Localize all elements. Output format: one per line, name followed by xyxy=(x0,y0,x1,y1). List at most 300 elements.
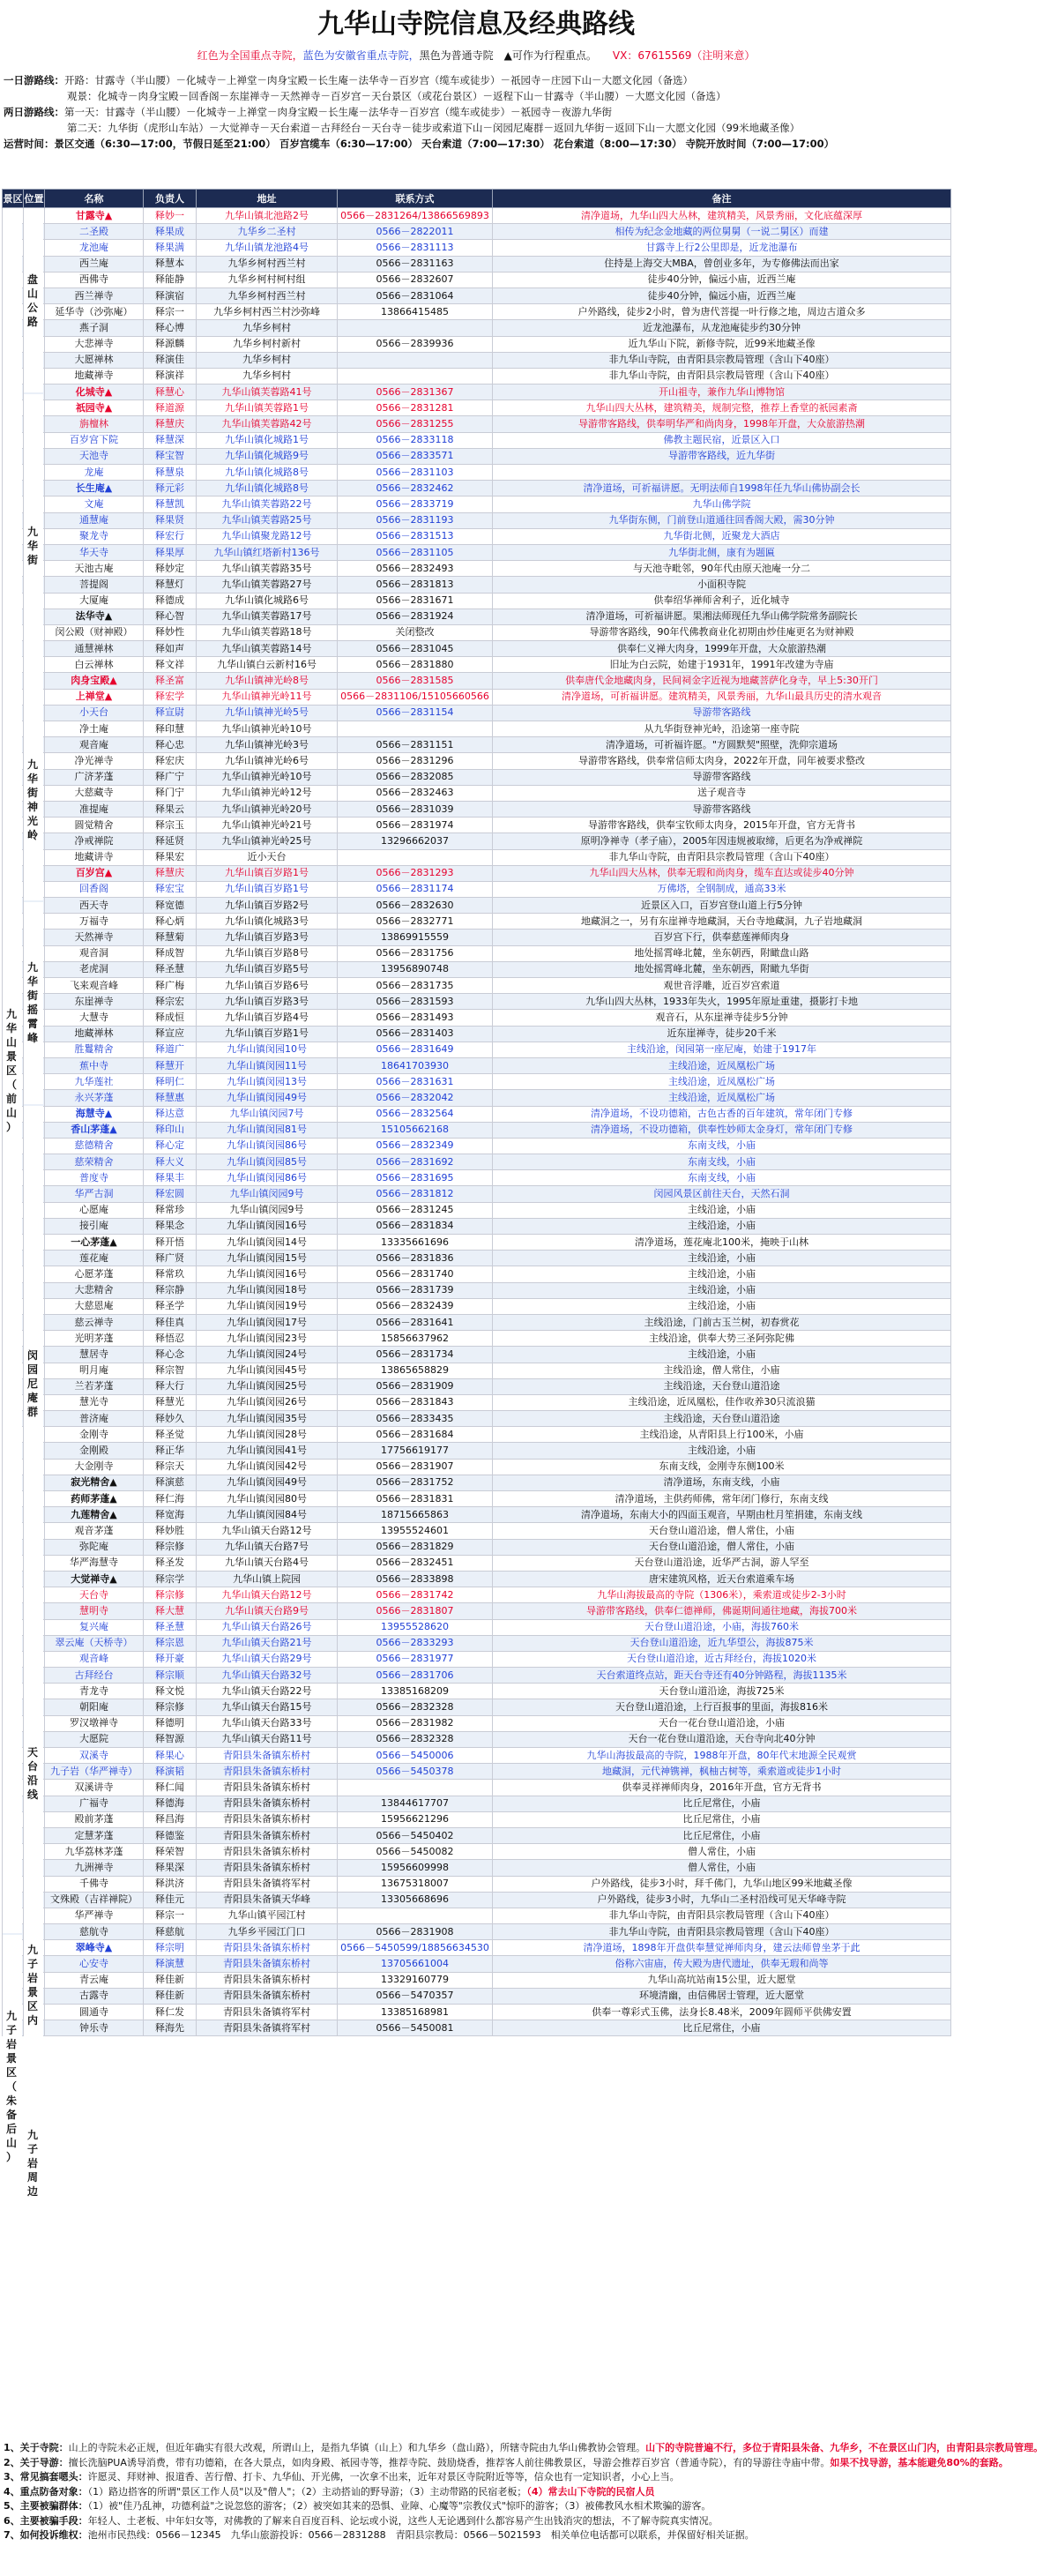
temple-note: 近东崖禅寺，徒步20千米 xyxy=(493,1026,951,1042)
note-text: （1）路边搭客的所谓"景区工作人员"以及"僧人"；（2）主动搭讪的野导游；（3）主动带路的民宿老板； xyxy=(87,2485,527,2498)
table-row xyxy=(3,1860,951,1876)
route-line: 一日游路线：开路：甘露寺（半山腰）－化城寺－上禅堂－肉身宝殿－长生庵－法华寺－百岁宫（缆车或徒步）－祇园寺－庄园下山－大愿文化园（备选） xyxy=(4,74,693,86)
temple-phone: 13956890748 xyxy=(338,961,493,977)
temple-address: 九华山镇闵园11号 xyxy=(197,1057,338,1073)
temple-name: 华严海慧寺 xyxy=(45,1555,144,1571)
temple-phone: 0566－2831367 xyxy=(338,385,493,400)
temple-name: 小天台 xyxy=(45,705,144,721)
temple-address: 九华山镇百岁路1号 xyxy=(197,881,338,897)
temple-table xyxy=(2,189,951,2036)
temple-name: 古拜经台 xyxy=(45,1668,144,1684)
temple-name: 旃檀林 xyxy=(45,416,144,432)
temple-note: 与天池寺毗邻，90年代由原天池庵一分二 xyxy=(493,561,951,577)
temple-name: 青龙寺 xyxy=(45,1684,144,1699)
temple-name: 菩提阁 xyxy=(45,577,144,593)
temple-head: 释荣智 xyxy=(144,1844,197,1860)
temple-address: 九华山镇天台路7号 xyxy=(197,1539,338,1555)
temple-note: 地处摇霄峰北麓，坐东朝西，附瞰盘山路 xyxy=(493,945,951,961)
temple-note: 东南支线，小庙 xyxy=(493,1154,951,1170)
color-legend xyxy=(0,48,952,63)
temple-address: 九华山镇神光岭10号 xyxy=(197,721,338,737)
temple-head: 释演宿 xyxy=(144,287,197,303)
table-row xyxy=(3,1443,951,1459)
table-row xyxy=(3,1988,951,2004)
temple-name: 永兴茅蓬 xyxy=(45,1090,144,1106)
temple-phone: 0566－2833435 xyxy=(338,1411,493,1427)
temple-phone: 0566－2831836 xyxy=(338,1251,493,1266)
temple-address: 九华山镇平园江村 xyxy=(197,1908,338,1923)
table-row xyxy=(3,609,951,624)
temple-phone: 15105662168 xyxy=(338,1122,493,1138)
temple-phone: 0566－2831154 xyxy=(338,705,493,721)
temple-phone: 0566－2831977 xyxy=(338,1651,493,1667)
temple-note: 主线沿途，小庙 xyxy=(493,1282,951,1298)
temple-head: 释慈航 xyxy=(144,1924,197,1940)
temple-address: 九华山镇芙蓉路42号 xyxy=(197,416,338,432)
legend-blue: 蓝色为安徽省重点寺院， xyxy=(302,49,420,62)
table-row xyxy=(3,304,951,320)
temple-address: 九华山镇百岁路2号 xyxy=(197,898,338,914)
temple-head: 释开悟 xyxy=(144,1235,197,1251)
table-row xyxy=(3,320,951,336)
location-label: 天 台 沿 线 xyxy=(26,1746,38,1801)
temple-name: 万福寺 xyxy=(45,914,144,930)
temple-address: 九华山镇神光岭3号 xyxy=(197,737,338,753)
temple-note: 僧人常住，小庙 xyxy=(493,1860,951,1876)
col-name: 名称 xyxy=(45,190,144,208)
table-row xyxy=(3,1876,951,1892)
temple-address: 九华山镇百岁路3号 xyxy=(197,930,338,945)
temple-phone: 13955524601 xyxy=(338,1523,493,1539)
temple-address: 九华山镇芙蓉路18号 xyxy=(197,624,338,640)
temple-head: 释心念 xyxy=(144,1347,197,1363)
temple-head: 释演韬 xyxy=(144,1764,197,1780)
temple-name: 钟乐寺 xyxy=(45,2020,144,2036)
temple-address: 九华山镇化城路1号 xyxy=(197,432,338,448)
col-head: 负责人 xyxy=(144,190,197,208)
temple-head: 释宗修 xyxy=(144,1587,197,1603)
table-row xyxy=(3,336,951,352)
table-row xyxy=(3,481,951,497)
table-row xyxy=(3,1892,951,1908)
temple-phone: 0566－2832439 xyxy=(338,1298,493,1314)
location-label: 九 子 岩 景 区 内 xyxy=(26,1944,38,2027)
table-row xyxy=(3,1331,951,1347)
temple-name: 大金刚寺 xyxy=(45,1459,144,1475)
temple-note: 东南支线，金刚寺东侧100米 xyxy=(493,1459,951,1475)
temple-name: 朝阳庵 xyxy=(45,1699,144,1715)
location-label: 九 子 岩 周 边 xyxy=(26,2128,38,2198)
temple-address: 九华山镇闵园14号 xyxy=(197,1235,338,1251)
temple-name: 慈航寺 xyxy=(45,1924,144,1940)
temple-name: 接引庵 xyxy=(45,1218,144,1234)
temple-phone: 0566－2831834 xyxy=(338,1218,493,1234)
temple-address: 青阳县朱备镇将军村 xyxy=(197,2005,338,2020)
temple-note: 主线沿途，小庙 xyxy=(493,1298,951,1314)
table-row xyxy=(3,849,951,865)
temple-address: 九华山镇龙池路4号 xyxy=(197,240,338,256)
temple-note: 近景区入口，百岁宫登山道上行5分钟 xyxy=(493,898,951,914)
temple-name: 金刚寺 xyxy=(45,1427,144,1443)
table-row xyxy=(3,385,951,400)
table-row xyxy=(3,1282,951,1298)
temple-head: 释大慧 xyxy=(144,1603,197,1619)
temple-note: 户外路线，徒步3小时，九华山二圣村沿线可见天华峰寺院 xyxy=(493,1892,951,1908)
temple-phone xyxy=(338,368,493,384)
temple-head: 释果成 xyxy=(144,224,197,240)
table-row xyxy=(3,368,951,384)
temple-address: 九华山镇天台路32号 xyxy=(197,1668,338,1684)
temple-name: 圆觉精舍 xyxy=(45,818,144,833)
temple-name: 大慧寺 xyxy=(45,1010,144,1026)
temple-head: 释文祥 xyxy=(144,657,197,673)
temple-name: 大厦庵 xyxy=(45,593,144,609)
table-row xyxy=(3,1507,951,1523)
temple-address: 青阳县朱备镇东桥村 xyxy=(197,1972,338,1988)
table-row xyxy=(3,1699,951,1715)
temple-note: 清净道场，可祈福许愿。"方圆默契"照壁，洗仰宗道场 xyxy=(493,737,951,753)
temple-head: 释宗天 xyxy=(144,1459,197,1475)
table-row xyxy=(3,1811,951,1827)
temple-note: 俗称六宙庙，传大殿为唐代遗址，供奉无瑕和尚等 xyxy=(493,1956,951,1972)
table-row xyxy=(3,914,951,930)
temple-phone xyxy=(338,1780,493,1796)
table-row xyxy=(3,416,951,432)
temple-address: 九华山镇化城路9号 xyxy=(197,448,338,464)
temple-head: 释如声 xyxy=(144,641,197,657)
temple-address: 九华山镇闵园25号 xyxy=(197,1378,338,1394)
temple-phone: 0566－2831692 xyxy=(338,1154,493,1170)
temple-note: 天台一花台登山道沿途，天台寺向北40分钟 xyxy=(493,1731,951,1747)
temple-note: 供奉绍华禅师舍利子，近化城寺 xyxy=(493,593,951,609)
temple-phone: 0566－2831151 xyxy=(338,737,493,753)
temple-name: 观音茅蓬 xyxy=(45,1523,144,1539)
temple-phone: 15856637962 xyxy=(338,1331,493,1347)
table-row xyxy=(3,1956,951,1972)
temple-note: 主线沿途，僧人常住，小庙 xyxy=(493,1363,951,1378)
temple-head: 释宗明 xyxy=(144,1940,197,1956)
temple-note: 佛教主题民宿，近景区入口 xyxy=(493,432,951,448)
temple-name: 罗汉墩禅寺 xyxy=(45,1715,144,1731)
temple-note: 导游带客路线，供奉常信师太肉身，2022年开盘，同年被要求整改 xyxy=(493,753,951,769)
temple-name: 老虎洞 xyxy=(45,961,144,977)
temple-address: 九华山镇闵园15号 xyxy=(197,1251,338,1266)
temple-address: 九华山镇聚龙路12号 xyxy=(197,528,338,544)
temple-head: 释宏宝 xyxy=(144,881,197,897)
temple-note: 九华山高坑站南15公里，近大愿堂 xyxy=(493,1972,951,1988)
temple-phone: 13305668696 xyxy=(338,1892,493,1908)
temple-note: 九华街北侧，近聚龙大酒店 xyxy=(493,528,951,544)
table-row xyxy=(3,1491,951,1507)
table-row xyxy=(3,2020,951,2036)
temple-phone xyxy=(338,352,493,368)
temple-note: 九华山四大丛林，建筑精美，规制完整，推荐上香堂的祇园素斋 xyxy=(493,400,951,416)
temple-name: 净土庵 xyxy=(45,721,144,737)
table-row xyxy=(3,753,951,769)
temple-address: 九华山镇芙蓉路41号 xyxy=(197,385,338,400)
temple-phone: 0566－2822011 xyxy=(338,224,493,240)
temple-head: 释文悦 xyxy=(144,1684,197,1699)
temple-phone: 0566－2831752 xyxy=(338,1475,493,1490)
temple-address: 九华山镇化城路8号 xyxy=(197,481,338,497)
temple-head: 释圣富 xyxy=(144,673,197,689)
temple-phone: 0566－2831807 xyxy=(338,1603,493,1619)
table-row xyxy=(3,432,951,448)
temple-note: 主线沿途，天台登山道沿途 xyxy=(493,1411,951,1427)
temple-phone: 13844617707 xyxy=(338,1796,493,1811)
table-row xyxy=(3,512,951,528)
temple-name: 大悲精舍 xyxy=(45,1282,144,1298)
temple-note: 百岁宫下行，供奉慈莲禅师肉身 xyxy=(493,930,951,945)
table-row xyxy=(3,1363,951,1378)
temple-phone: 0566－5470357 xyxy=(338,1988,493,2004)
temple-head: 释佳真 xyxy=(144,1314,197,1330)
temple-name: 大愿禅林 xyxy=(45,352,144,368)
table-row xyxy=(3,1074,951,1090)
temple-phone: 0566－2831982 xyxy=(338,1715,493,1731)
temple-note: 原明净禅寺（孝子庙），2005年因违规被取缔，后更名为净戒禅院 xyxy=(493,833,951,849)
temple-head: 释宗学 xyxy=(144,1571,197,1587)
note-text: 池州市民热线：0566－12345 九华山旅游投诉：0566－2831288 青阳县宗教局：0566－5021593 相关单位电话都可以联系，并保留好相关证据。 xyxy=(87,2529,755,2541)
temple-name: 龙池庵 xyxy=(45,240,144,256)
temple-head: 释宗玉 xyxy=(144,818,197,833)
temple-name: 西兰庵 xyxy=(45,256,144,272)
table-row xyxy=(3,1138,951,1154)
temple-head: 释妙定 xyxy=(144,561,197,577)
table-row xyxy=(3,1026,951,1042)
temple-head: 释宏庆 xyxy=(144,753,197,769)
temple-name: 翠峰寺▲ xyxy=(45,1940,144,1956)
temple-name: 大慈藏寺 xyxy=(45,785,144,801)
temple-phone: 0566－2831740 xyxy=(338,1266,493,1282)
temple-head: 释果贤 xyxy=(144,512,197,528)
temple-phone: 18715665863 xyxy=(338,1507,493,1523)
temple-phone: 0566－2831113 xyxy=(338,240,493,256)
temple-phone: 0566－2831245 xyxy=(338,1202,493,1218)
temple-name: 复兴庵 xyxy=(45,1619,144,1635)
temple-name: 文庵 xyxy=(45,497,144,512)
table-row xyxy=(3,898,951,914)
temple-head: 释慧本 xyxy=(144,256,197,272)
table-row xyxy=(3,1715,951,1731)
temple-phone: 0566－2833571 xyxy=(338,448,493,464)
temple-phone: 18641703930 xyxy=(338,1057,493,1073)
temple-note: 供奉一尊彩式玉佛，法身长8.48米，2009年圆师平供佛安置 xyxy=(493,2005,951,2020)
temple-phone: 13955528620 xyxy=(338,1619,493,1635)
temple-name: 燕子洞 xyxy=(45,320,144,336)
footnotes xyxy=(4,2441,1043,2543)
table-row xyxy=(3,1668,951,1684)
col-phone: 联系方式 xyxy=(338,190,493,208)
temple-phone: 0566－2833719 xyxy=(338,497,493,512)
temple-note: 东南支线，小庙 xyxy=(493,1170,951,1186)
temple-note: 清净道场，莲花庵北100米，掩映于山林 xyxy=(493,1235,951,1251)
temple-note: 导游带客路线，90年代佛教商业化初期由炒佳庵更名为财神殿 xyxy=(493,624,951,640)
region-label: 九 华 山 景 区 （ 前 山 ） xyxy=(5,1008,17,1134)
temple-head: 释果云 xyxy=(144,801,197,817)
temple-note: 导游带客路线，近九华街 xyxy=(493,448,951,464)
temple-address: 九华山镇闵园42号 xyxy=(197,1459,338,1475)
temple-head: 释洪济 xyxy=(144,1876,197,1892)
temple-name: 地藏禅寺 xyxy=(45,368,144,384)
temple-head: 释心博 xyxy=(144,320,197,336)
table-row xyxy=(3,1603,951,1619)
temple-name: 天池寺 xyxy=(45,448,144,464)
temple-note: 观音石，从东崖禅寺徒步5分钟 xyxy=(493,1010,951,1026)
temple-note: 旧址为白云院，始建于1931年，1991年改建为寺庙 xyxy=(493,657,951,673)
temple-address: 青阳县朱备镇将军村 xyxy=(197,2020,338,2036)
table-row xyxy=(3,1266,951,1282)
temple-phone: 0566－2831293 xyxy=(338,865,493,881)
temple-name: 甘露寺▲ xyxy=(45,208,144,224)
temple-phone: 0566－2831684 xyxy=(338,1427,493,1443)
temple-name: 闵公殿（财神殿） xyxy=(45,624,144,640)
temple-name: 观音洞 xyxy=(45,945,144,961)
temple-phone: 0566－2831974 xyxy=(338,818,493,833)
temple-phone: 0566－2831641 xyxy=(338,1314,493,1330)
temple-name: 光明茅蓬 xyxy=(45,1331,144,1347)
temple-phone: 0566－2831045 xyxy=(338,641,493,657)
temple-address: 九华山镇闵园28号 xyxy=(197,1427,338,1443)
temple-head: 释慧泉 xyxy=(144,465,197,481)
temple-phone xyxy=(338,1908,493,1923)
temple-address: 九华山镇芙蓉路25号 xyxy=(197,512,338,528)
temple-note: 天台登山道沿途，僧人常住，小庙 xyxy=(493,1523,951,1539)
temple-name: 地藏禅林 xyxy=(45,1026,144,1042)
temple-address: 九华乡二圣村 xyxy=(197,224,338,240)
temple-note: 清净道场，不设功德箱，供奉性妙师太金身灯，常年闭门专修 xyxy=(493,1122,951,1138)
temple-head: 释慧开 xyxy=(144,1057,197,1073)
temple-head: 释仁闻 xyxy=(144,1780,197,1796)
temple-note: 清净道场，东南支线，小庙 xyxy=(493,1475,951,1490)
temple-head: 释海先 xyxy=(144,2020,197,2036)
temple-note: 天台登山道沿途，僧人常住，小庙 xyxy=(493,1539,951,1555)
table-row xyxy=(3,577,951,593)
temple-note: 九华山四大丛林，1933年失火，1995年原址重建，摄影打卡地 xyxy=(493,994,951,1010)
temple-address: 九华山镇闵园86号 xyxy=(197,1170,338,1186)
temple-phone: 0566－5450599/18856634530 xyxy=(338,1940,493,1956)
temple-head: 释成恒 xyxy=(144,1010,197,1026)
location-label: 九 华 街 xyxy=(26,526,38,566)
table-row xyxy=(3,624,951,640)
temple-head: 释宏圆 xyxy=(144,1186,197,1202)
temple-head: 释宏学 xyxy=(144,689,197,705)
temple-head: 释大行 xyxy=(144,1378,197,1394)
temple-head: 释大义 xyxy=(144,1154,197,1170)
temple-phone: 0566－2831631 xyxy=(338,1074,493,1090)
temple-name: 华天寺 xyxy=(45,544,144,560)
table-row xyxy=(3,240,951,256)
temple-address: 九华山镇闵园49号 xyxy=(197,1090,338,1106)
page-title: 九华山寺院信息及经典路线 xyxy=(317,9,635,40)
temple-note: 主线沿途，从青阳县上行100米，小庙 xyxy=(493,1427,951,1443)
temple-name: 肉身宝殿▲ xyxy=(45,673,144,689)
col-region: 景区 xyxy=(3,190,24,208)
temple-note: 天台登山道沿途，近华严古洞，游人罕至 xyxy=(493,1555,951,1571)
temple-phone: 0566－2831813 xyxy=(338,577,493,593)
temple-address: 九华山镇闵园86号 xyxy=(197,1138,338,1154)
temple-name: 慈德精舍 xyxy=(45,1138,144,1154)
temple-note: 小面积寺院 xyxy=(493,577,951,593)
temple-name: 华严古洞 xyxy=(45,1186,144,1202)
temple-head: 释圣发 xyxy=(144,1555,197,1571)
temple-name: 观音峰 xyxy=(45,1651,144,1667)
table-row xyxy=(3,721,951,737)
temple-phone: 0566－2831255 xyxy=(338,416,493,432)
temple-phone: 0566－2831812 xyxy=(338,1186,493,1202)
temple-note: 相传为纪念金地藏的两位舅舅（一说二舅区）而建 xyxy=(493,224,951,240)
temple-address: 九华山镇神光岭21号 xyxy=(197,818,338,833)
temple-head: 释常玖 xyxy=(144,1266,197,1282)
note-text: （1）被"佳乃乱神，功德利益"之说忽悠的游客；（2）被突如其来的恐惧、业障、心魔等"宗教仪式"惊吓的游客；（3）被佛教风水相术欺骗的游客。 xyxy=(87,2500,711,2512)
temple-name: 东崖禅寺 xyxy=(45,994,144,1010)
table-row xyxy=(3,1122,951,1138)
temple-address: 九华山镇闵园41号 xyxy=(197,1443,338,1459)
temple-address: 九华山镇闵园84号 xyxy=(197,1507,338,1523)
temple-head: 释佳新 xyxy=(144,1972,197,1988)
temple-head: 释德成 xyxy=(144,593,197,609)
temple-phone: 13675318007 xyxy=(338,1876,493,1892)
table-row xyxy=(3,400,951,416)
table-row xyxy=(3,1186,951,1202)
temple-name: 心愿茅蓬 xyxy=(45,1266,144,1282)
table-row xyxy=(3,287,951,303)
temple-address: 九华山镇闵园10号 xyxy=(197,1042,338,1057)
temple-note: 主线沿途，近凤凰松广场 xyxy=(493,1057,951,1073)
temple-name: 化城寺▲ xyxy=(45,385,144,400)
temple-note: 近龙池瀑布，从龙池庵徒步约30分钟 xyxy=(493,320,951,336)
table-row xyxy=(3,1635,951,1651)
table-row xyxy=(3,1010,951,1026)
temple-address: 九华山镇百岁路1号 xyxy=(197,1026,338,1042)
temple-address: 九华山镇闵园7号 xyxy=(197,1106,338,1122)
temple-phone: 0566－2831281 xyxy=(338,400,493,416)
col-address: 地址 xyxy=(197,190,338,208)
temple-phone: 0566－2831742 xyxy=(338,1587,493,1603)
table-row xyxy=(3,1908,951,1923)
table-row xyxy=(3,561,951,577)
temple-note: 唐宋建筑风格，近天台索道乘车场 xyxy=(493,1571,951,1587)
temple-note: 九华山海拔最高的寺院（1306米），乘索道或徒步2-3小时 xyxy=(493,1587,951,1603)
route-line: 观景：化城寺－肉身宝殿－回香阁－东崖禅寺－天然禅寺－百岁宫－天台景区（或花台景区）－返程下山－甘露寺（半山腰）－大愿文化园（备选） xyxy=(67,90,726,102)
temple-address: 九华山镇闵园81号 xyxy=(197,1122,338,1138)
temple-head: 释果满 xyxy=(144,240,197,256)
temple-phone: 0566－2831264/13866569893 xyxy=(338,208,493,224)
temple-name: 青云庵 xyxy=(45,1972,144,1988)
temple-name: 金刚殿 xyxy=(45,1443,144,1459)
temple-phone: 0566－2831163 xyxy=(338,256,493,272)
temple-note: 清净道场，1898年开盘供奉慧觉禅师肉身，建云法师曾坐茅于此 xyxy=(493,1940,951,1956)
temple-phone xyxy=(338,849,493,865)
temple-name: 殿前茅蓬 xyxy=(45,1811,144,1827)
table-row xyxy=(3,865,951,881)
table-row xyxy=(3,1764,951,1780)
temple-address: 九华山镇芙蓉路22号 xyxy=(197,497,338,512)
temple-address: 九华山镇化城路8号 xyxy=(197,465,338,481)
table-row xyxy=(3,1202,951,1218)
temple-note: 供奉仁义禅大肉身，1999年开盘，大众旅游热潮 xyxy=(493,641,951,657)
table-row xyxy=(3,1587,951,1603)
temple-note: 僧人常住，小庙 xyxy=(493,1844,951,1860)
temple-head: 释源麟 xyxy=(144,336,197,352)
temple-note: 天台登山道沿途，近九华望公，海拔875米 xyxy=(493,1635,951,1651)
temple-name: 慧居寺 xyxy=(45,1347,144,1363)
temple-head: 释开豪 xyxy=(144,1651,197,1667)
temple-address: 九华山镇闵园49号 xyxy=(197,1475,338,1490)
table-row xyxy=(3,593,951,609)
temple-head: 释果厚 xyxy=(144,544,197,560)
temple-phone: 0566－2831103 xyxy=(338,465,493,481)
